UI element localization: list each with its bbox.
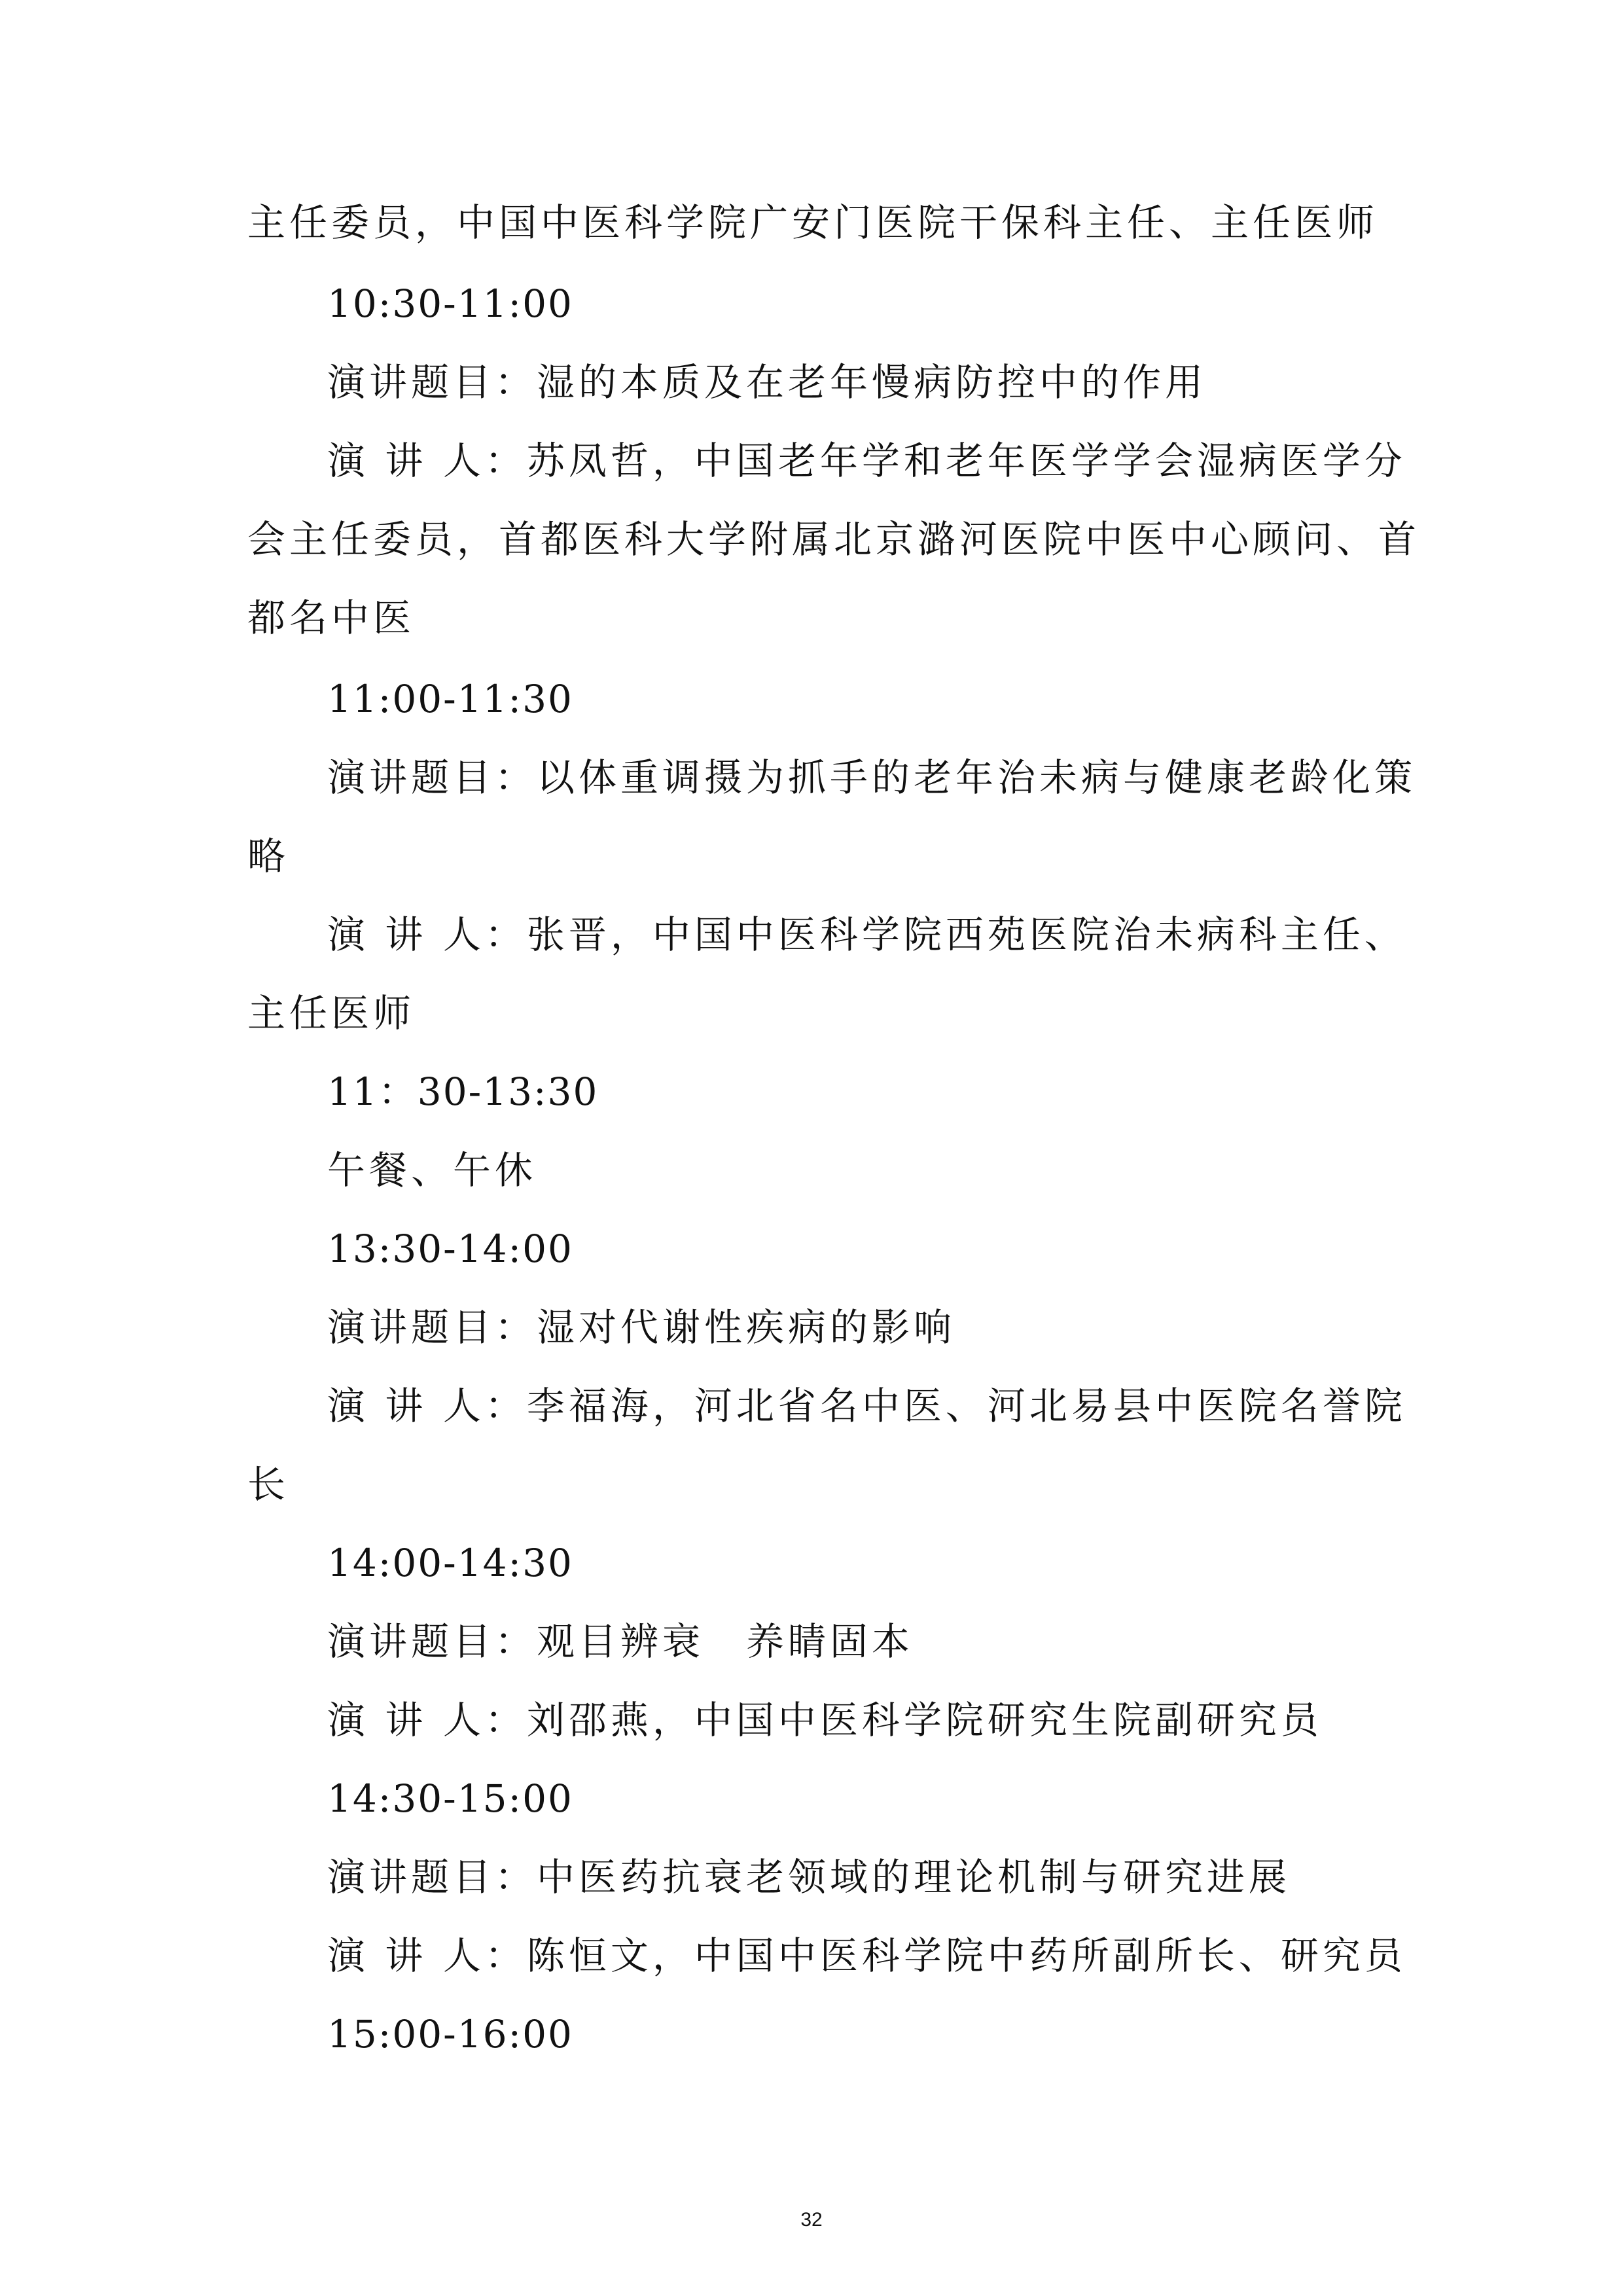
time-slot: 10:30-11:00 [327,281,573,326]
talk-title: 演讲题目：湿的本质及在老年慢病防控中的作用 [327,360,1207,404]
speaker-line: 演 讲 人：苏凤哲，中国老年学和老年医学学会湿病医学分 [327,439,1406,483]
speaker-line: 演 讲 人：刘邵燕，中国中医科学院研究生院副研究员 [327,1698,1323,1742]
text-line: 主任医师 [247,991,416,1035]
time-slot: 14:00-14:30 [327,1541,573,1585]
break-line: 午餐、午休 [327,1148,537,1193]
talk-title: 演讲题目：观目辨衰 养睛固本 [327,1619,914,1664]
talk-title: 演讲题目：以体重调摄为抓手的老年治未病与健康老龄化策 [327,755,1417,800]
talk-title: 演讲题目：湿对代谢性疾病的影响 [327,1305,956,1350]
talk-title: 演讲题目：中医药抗衰老领域的理论机制与研究进展 [327,1855,1291,1899]
text-line: 主任委员，中国中医科学院广安门医院干保科主任、主任医师 [247,200,1379,245]
time-slot: 11：30-13:30 [327,1069,599,1114]
time-slot: 15:00-16:00 [327,2012,573,2056]
speaker-line: 演 讲 人：李福海，河北省名中医、河北易县中医院名誉院 [327,1384,1406,1428]
text-line: 长 [247,1462,290,1507]
time-slot: 14:30-15:00 [327,1776,573,1821]
speaker-line: 演 讲 人：陈恒文，中国中医科学院中药所副所长、研究员 [327,1933,1406,1978]
text-line: 会主任委员，首都医科大学附属北京潞河医院中医中心顾问、首 [247,517,1421,562]
time-slot: 11:00-11:30 [327,677,573,721]
text-line: 都名中医 [247,596,416,640]
speaker-line: 演 讲 人：张晋，中国中医科学院西苑医院治未病科主任、 [327,912,1406,957]
page-number: 32 [800,2209,823,2231]
text-line: 略 [247,834,290,878]
time-slot: 13:30-14:00 [327,1227,573,1271]
